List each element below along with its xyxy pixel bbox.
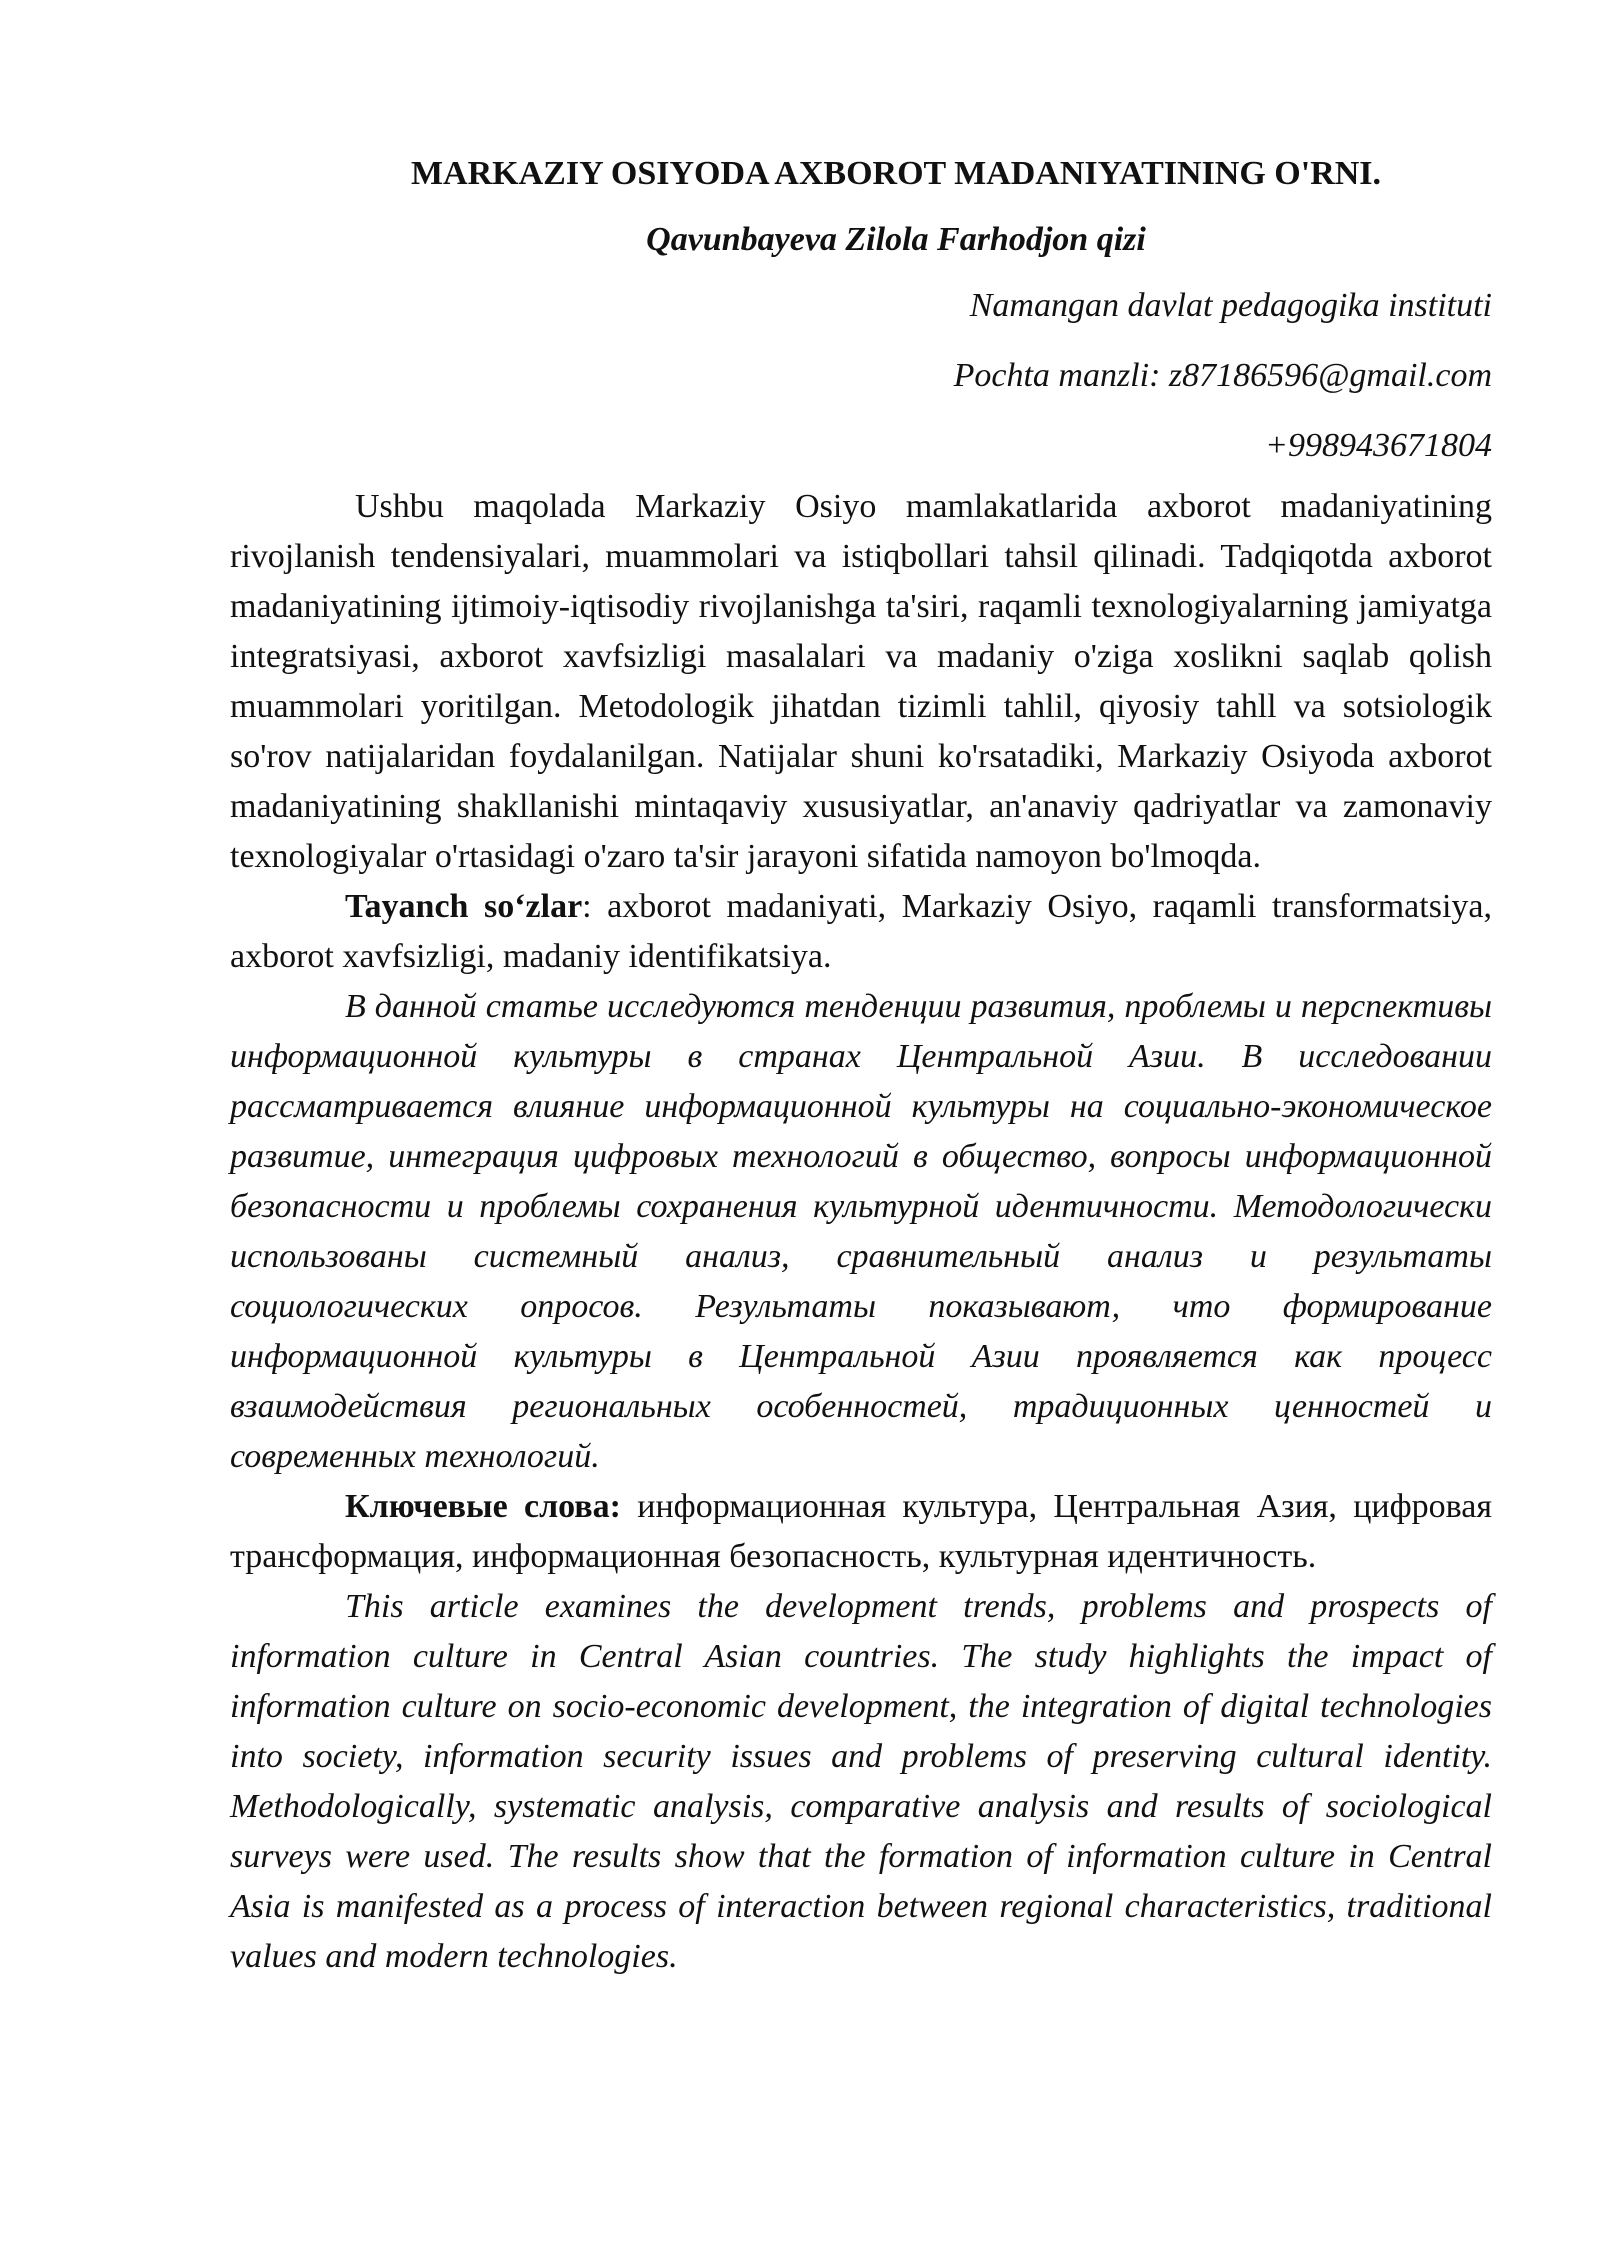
phone-line: +998943671804	[1265, 427, 1492, 464]
author-name: Qavunbayeva Zilola Farhodjon qizi	[646, 221, 1146, 258]
keywords-uzbek	[230, 882, 1492, 982]
keywords-uzbek-colon: :	[582, 888, 592, 925]
abstract-uzbek: Ushbu maqolada Markaziy Osiyo mamlakatlarida axborot madaniyatining rivojlanish tendensiyalari, muammolari va istiqbollari tahsil qilinadi. Tadqiqotda axborot madaniyatining ijtimoiy-iqtisodiy rivojlanishga ta'siri, raqamli texnologiyalarning jamiyatga integratsiyasi, axborot xavfsizligi masalalari va madaniy o'ziga xoslikni saqlab qolish muammolari yoritilgan. Metodologik jihatdan tizimli tahlil, qiyosiy tahll va sotsiologik so'rov natijalaridan foydalanilgan. Natijalar shuni ko'rsatadiki, Markaziy Osiyoda axborot madaniyatining shakllanishi mintaqaviy xususiyatlar, an'anaviy qadriyatlar va zamonaviy texnologiyalar o'rtasidagi o'zaro ta'sir jarayoni sifatida namoyon bo'lmoqda.	[230, 488, 1492, 875]
document-page	[230, 140, 1492, 1982]
institution: Namangan davlat pedagogika instituti	[969, 287, 1492, 324]
keywords-russian-list: информационная культура, Центральная Азия, цифровая трансформация, информационная безопасность, культурная идентичность.	[230, 1488, 1492, 1575]
keywords-russian	[230, 1482, 1492, 1582]
email-line: Pochta manzli: z87186596@gmail.com	[953, 357, 1492, 394]
keywords-uzbek-label: Tayanch so‘zlar	[345, 888, 583, 925]
keywords-russian-label: Ключевые слова:	[345, 1488, 621, 1525]
abstract-english: This article examines the development trends, problems and prospects of information culture in Central Asian countries. The study highlights the impact of information culture on socio-economic development, the integration of digital technologies into society, information security issues and problems of preserving cultural identity. Methodologically, systematic analysis, comparative analysis and results of sociological surveys were used. The results show that the formation of information culture in Central Asia is manifested as a process of interaction between regional characteristics, traditional values and modern technologies.	[230, 1588, 1492, 1975]
abstract-russian: В данной статье исследуются тенденции развития, проблемы и перспективы информационной культуры в странах Центральной Азии. В исследовании рассматривается влияние информационной культуры на социально-экономическое развитие, интеграция цифровых технологий в общество, вопросы информационной безопасности и проблемы сохранения культурной идентичности. Методологически использованы системный анализ, сравнительный анализ и результаты социологических опросов. Результаты показывают, что формирование информационной культуры в Центральной Азии проявляется как процесс взаимодействия региональных особенностей, традиционных ценностей и современных технологий.	[230, 988, 1492, 1475]
keywords-uzbek-list: axborot madaniyati, Markaziy Osiyo, raqamli transformatsiya, axborot xavfsizligi, madaniy identifikatsiya.	[230, 888, 1492, 975]
article-title: MARKAZIY OSIYODA AXBOROT MADANIYATINING O'RNI.	[410, 155, 1382, 192]
